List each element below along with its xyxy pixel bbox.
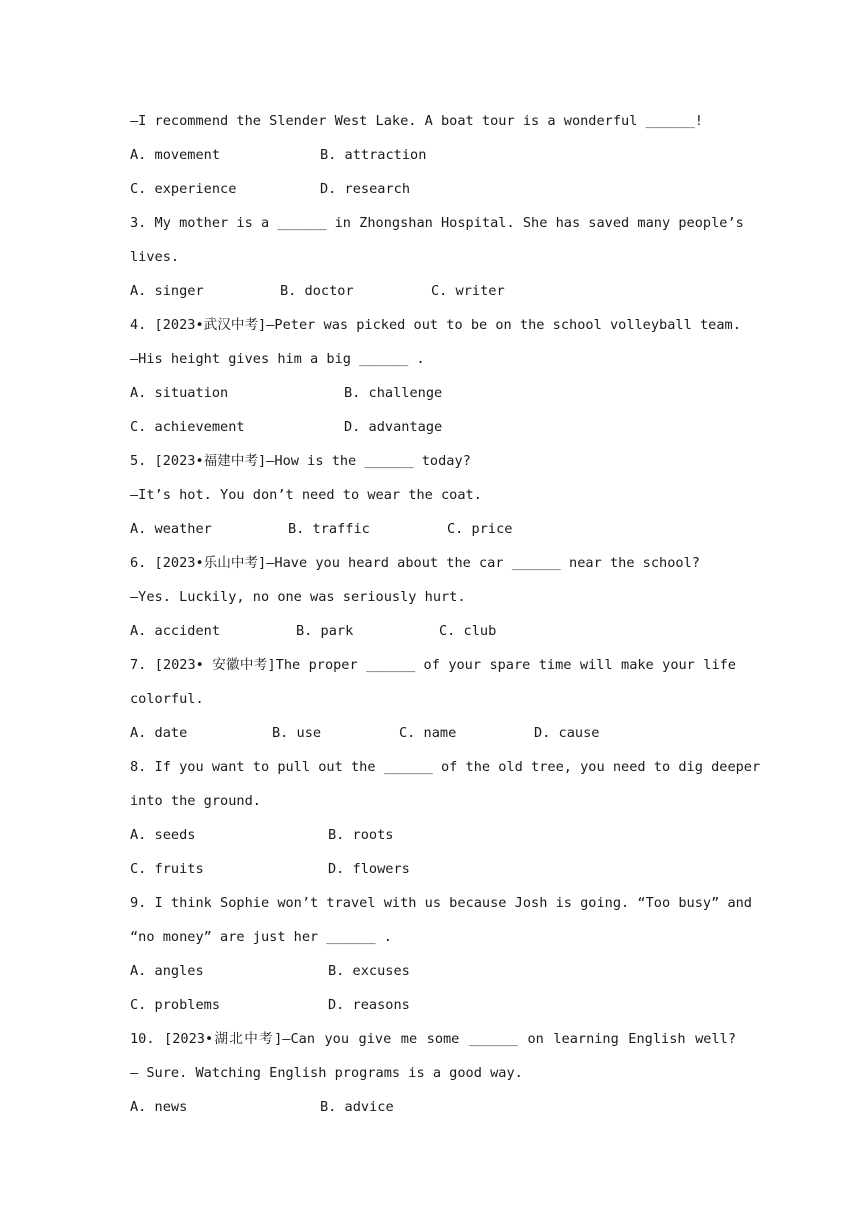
question-3-text-cont: lives. <box>130 249 180 265</box>
q10-option-a[interactable]: A. news <box>130 1099 188 1115</box>
q4-option-a[interactable]: A. situation <box>130 385 229 401</box>
q5-option-b[interactable]: B. traffic <box>288 521 370 537</box>
q8-option-d[interactable]: D. flowers <box>328 861 410 877</box>
q6-option-c[interactable]: C. club <box>439 623 497 639</box>
question-10-text: 10. [2023•湖北中考]—Can you give me some ______ on learning English well? <box>130 1031 736 1047</box>
q7-option-a[interactable]: A. date <box>130 725 188 741</box>
q6-option-b[interactable]: B. park <box>296 623 354 639</box>
q2-option-c[interactable]: C. experience <box>130 181 237 197</box>
q9-option-a[interactable]: A. angles <box>130 963 204 979</box>
q5-option-c[interactable]: C. price <box>447 521 513 537</box>
question-9-text: 9. I think Sophie won’t travel with us because Josh is going. “Too busy” and <box>130 895 752 911</box>
q9-option-b[interactable]: B. excuses <box>328 963 410 979</box>
q7-option-c[interactable]: C. name <box>399 725 457 741</box>
q3-option-c[interactable]: C. writer <box>431 283 505 299</box>
question-9-text-cont: “no money” are just her ______ . <box>130 929 392 945</box>
q9-option-d[interactable]: D. reasons <box>328 997 410 1013</box>
q7-option-b[interactable]: B. use <box>272 725 322 741</box>
q5-option-a[interactable]: A. weather <box>130 521 212 537</box>
question-4-reply: —His height gives him a big ______ . <box>130 351 425 367</box>
question-6-text: 6. [2023•乐山中考]—Have you heard about the car ______ near the school? <box>130 555 700 571</box>
q3-option-a[interactable]: A. singer <box>130 283 204 299</box>
q2-option-a[interactable]: A. movement <box>130 147 221 163</box>
question-3-text: 3. My mother is a ______ in Zhongshan Hospital. She has saved many people’s <box>130 215 744 231</box>
q6-option-a[interactable]: A. accident <box>130 623 221 639</box>
q4-option-b[interactable]: B. challenge <box>344 385 443 401</box>
question-4-text: 4. [2023•武汉中考]—Peter was picked out to be on the school volleyball team. <box>130 317 741 333</box>
question-8-text-cont: into the ground. <box>130 793 261 809</box>
question-5-reply: —It’s hot. You don’t need to wear the coat. <box>130 487 482 503</box>
q8-option-b[interactable]: B. roots <box>328 827 394 843</box>
q8-option-a[interactable]: A. seeds <box>130 827 196 843</box>
q7-option-d[interactable]: D. cause <box>534 725 600 741</box>
question-7-text-cont: colorful. <box>130 691 204 707</box>
question-8-text: 8. If you want to pull out the ______ of the old tree, you need to dig deeper <box>130 759 761 775</box>
question-10-reply: — Sure. Watching English programs is a good way. <box>130 1065 523 1081</box>
question-2-dialogue: —I recommend the Slender West Lake. A boat tour is a wonderful ______! <box>130 113 703 129</box>
q10-option-b[interactable]: B. advice <box>320 1099 394 1115</box>
q8-option-c[interactable]: C. fruits <box>130 861 204 877</box>
q9-option-c[interactable]: C. problems <box>130 997 221 1013</box>
q3-option-b[interactable]: B. doctor <box>280 283 354 299</box>
question-7-text: 7. [2023• 安徽中考]The proper ______ of your spare time will make your life <box>130 657 736 673</box>
q2-option-d[interactable]: D. research <box>320 181 411 197</box>
q4-option-d[interactable]: D. advantage <box>344 419 443 435</box>
q2-option-b[interactable]: B. attraction <box>320 147 427 163</box>
question-5-text: 5. [2023•福建中考]—How is the ______ today? <box>130 453 471 469</box>
q4-option-c[interactable]: C. achievement <box>130 419 245 435</box>
question-6-reply: —Yes. Luckily, no one was seriously hurt. <box>130 589 466 605</box>
